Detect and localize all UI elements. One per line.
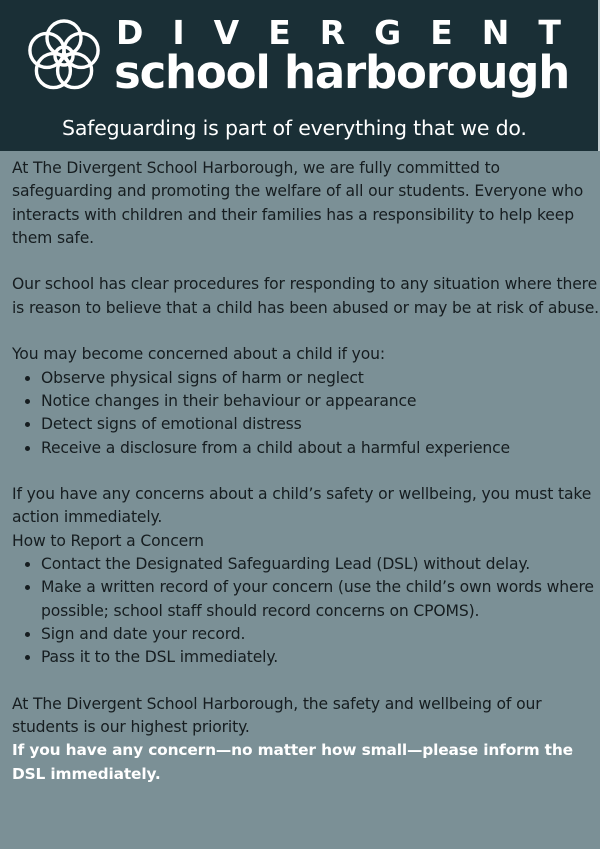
highlight-message: If you have any concern—no matter how small—please inform the DSL immediately. [12, 741, 573, 783]
list-item: • Detect signs of emotional distress [41, 413, 600, 436]
safeguarding-content [0, 151, 600, 786]
action-paragraph: If you have any concerns about a child’s safety or wellbeing, you must take action immediately. [12, 485, 592, 527]
intro-paragraph: At The Divergent School Harborough, we are fully committed to safeguarding and promoting the welfare of all our students. Everyone who interacts with children and their families has a responsibility to help keep them safe. [12, 159, 584, 247]
spacer [12, 320, 600, 343]
list-item: • Receive a disclosure from a child about a harmful experience [41, 437, 600, 460]
list-item: • Observe physical signs of harm or neglect [41, 367, 600, 390]
list-item: • Notice changes in their behaviour or appearance [41, 390, 600, 413]
brand-name-bottom: school harborough [114, 46, 570, 99]
list-item: • Pass it to the DSL immediately. [41, 646, 600, 669]
spacer [12, 460, 600, 483]
brand-name-top: DIVERGENT [116, 13, 590, 52]
tagline: Safeguarding is part of everything that we do. [62, 116, 527, 140]
flower-logo-icon [26, 18, 102, 94]
closing-paragraph: At The Divergent School Harborough, the safety and wellbeing of our students is our highest priority. [12, 694, 542, 737]
header-banner [0, 0, 600, 151]
list-item: • Sign and date your record. [41, 623, 600, 646]
concern-intro: You may become concerned about a child if you: [12, 345, 385, 364]
spacer [12, 670, 600, 693]
report-steps-list [12, 553, 600, 669]
list-item: • Make a written record of your concern (use the child’s own words where possible; school staff should record concerns on CPOMS). [41, 576, 600, 623]
spacer [12, 250, 600, 273]
list-item: • Contact the Designated Safeguarding Lead (DSL) without delay. [41, 553, 600, 576]
report-heading: How to Report a Concern [12, 531, 204, 550]
concern-signs-list [12, 367, 600, 460]
procedures-paragraph: Our school has clear procedures for responding to any situation where there is reason to believe that a child has been abused or may be at risk of abuse. [12, 275, 599, 317]
